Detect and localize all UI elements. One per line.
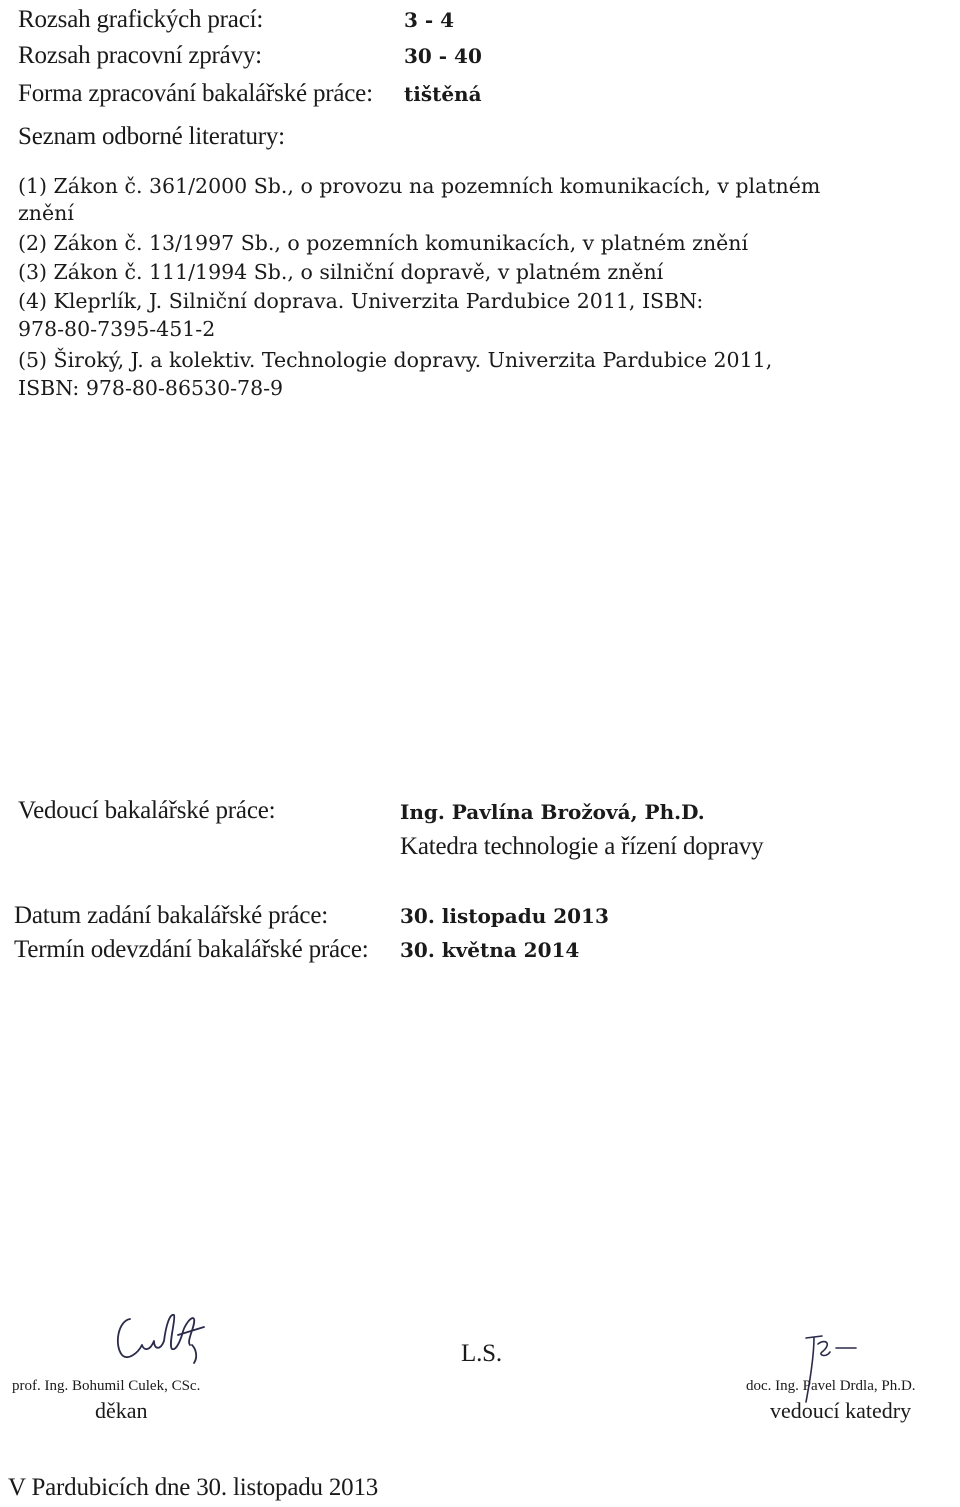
graphic-scope-value: 3 - 4 (404, 8, 455, 32)
supervisor-label: Vedoucí bakalářské práce: (18, 797, 276, 824)
dean-name: prof. Ing. Bohumil Culek, CSc. (12, 1378, 201, 1394)
reference-5-line-1: (5) Široký, J. a kolektiv. Technologie dopravy. Univerzita Pardubice 2011, (18, 348, 773, 372)
reference-5-line-2: ISBN: 978-80-86530-78-9 (18, 376, 284, 400)
reference-3: (3) Zákon č. 111/1994 Sb., o silniční dopravě, v platném znění (18, 260, 664, 284)
reference-1-line-2: znění (18, 201, 74, 225)
reference-4-line-1: (4) Kleprlík, J. Silniční doprava. Univerzita Pardubice 2011, ISBN: (18, 289, 704, 313)
deadline-date-value: 30. května 2014 (400, 938, 580, 962)
head-role: vedoucí katedry (770, 1398, 912, 1423)
place-and-date: V Pardubicích dne 30. listopadu 2013 (8, 1474, 379, 1501)
deadline-date-label: Termín odevzdání bakalářské práce: (14, 936, 369, 963)
form-label: Forma zpracování bakalářské práce: (18, 80, 373, 107)
head-name: doc. Ing. Pavel Drdla, Ph.D. (746, 1378, 916, 1394)
report-scope-value: 30 - 40 (404, 44, 482, 68)
reference-4-line-2: 978-80-7395-451-2 (18, 317, 216, 341)
dean-signature (108, 1305, 228, 1365)
form-value: tištěná (404, 82, 482, 106)
supervisor-department: Katedra technologie a řízení dopravy (400, 833, 764, 860)
reference-1-line-1: (1) Zákon č. 361/2000 Sb., o provozu na pozemních komunikacích, v platném (18, 174, 821, 198)
report-scope-label: Rozsah pracovní zprávy: (18, 42, 262, 69)
supervisor-name: Ing. Pavlína Brožová, Ph.D. (400, 800, 705, 824)
dean-role: děkan (95, 1398, 148, 1423)
seal-placeholder: L.S. (461, 1340, 502, 1367)
assigned-date-value: 30. listopadu 2013 (400, 904, 609, 928)
literature-label: Seznam odborné literatury: (18, 123, 285, 150)
assigned-date-label: Datum zadání bakalářské práce: (14, 902, 328, 929)
reference-2: (2) Zákon č. 13/1997 Sb., o pozemních komunikacích, v platném znění (18, 231, 749, 255)
graphic-scope-label: Rozsah grafických prací: (18, 6, 264, 33)
